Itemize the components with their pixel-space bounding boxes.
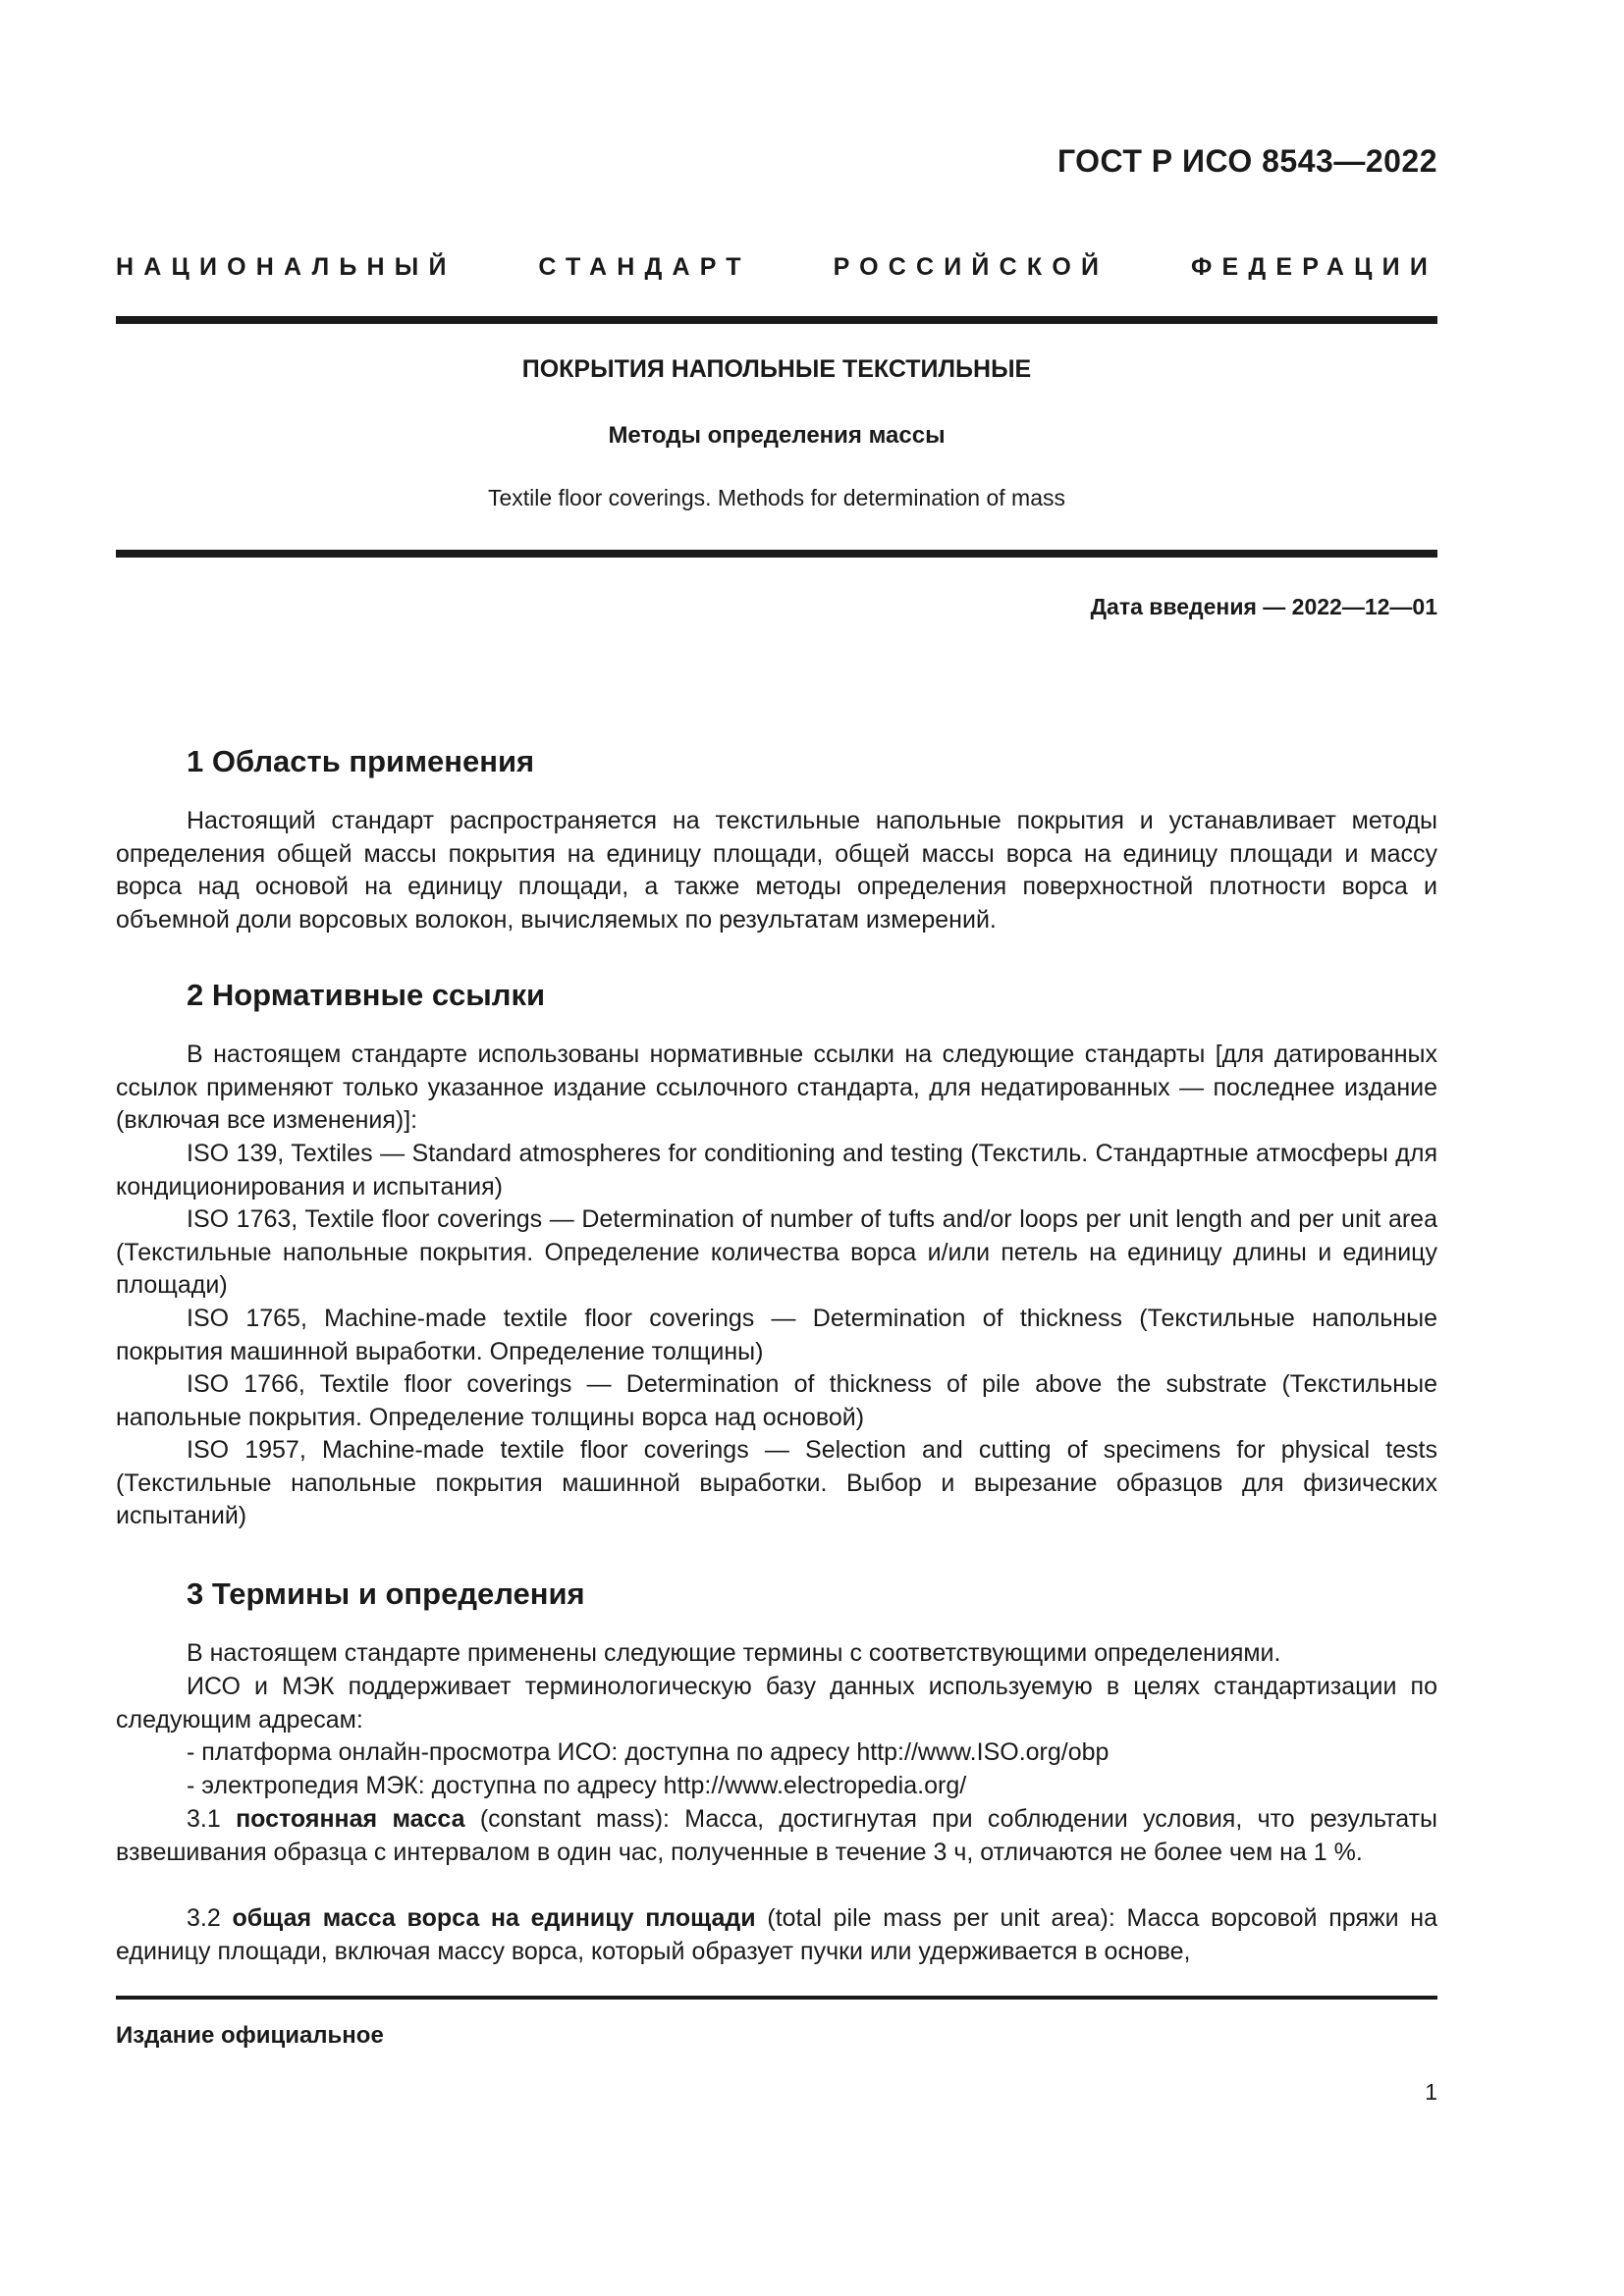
document-subtitle: Методы определения массы [608, 422, 946, 449]
document-code: ГОСТ Р ИСО 8543—2022 [1056, 143, 1437, 179]
reference-item: ISO 1766, Textile floor coverings — Determination of thickness of pile above the substrate (Текстильные напольные покрытия. Определение толщины ворса над основой) [116, 1370, 1437, 1431]
term-name: постоянная масса [236, 1805, 465, 1833]
terms-address-iso: - платформа онлайн-просмотра ИСО: доступна по адресу http://www.ISO.org/obp [187, 1738, 1110, 1766]
reference-item: ISO 139, Textiles — Standard atmospheres for conditioning and testing (Текстиль. Стандартные атмосферы для кондиционирования и испытания) [116, 1140, 1437, 1201]
reference-item: ISO 1763, Textile floor coverings — Determination of number of tufts and/or loops per unit length and per unit area (Текстильные напольные покрытия. Определение количества ворса и/или петель на единицу длины и единицу площади) [116, 1205, 1437, 1299]
reference-item: ISO 1957, Machine-made textile floor coverings — Selection and cutting of specimens for physical tests (Текстильные напольные покрытия машинной выработки. Выбор и вырезание образцов для физических испытаний) [116, 1436, 1437, 1529]
document-title: ПОКРЫТИЯ НАПОЛЬНЫЕ ТЕКСТИЛЬНЫЕ [521, 355, 1032, 383]
references-intro: В настоящем стандарте использованы нормативные ссылки на следующие стандарты [для датированных ссылок применяют только указанное издание ссылочного стандарта, для недатированных — последнее издание (включая все изменения)]: [116, 1041, 1437, 1134]
term-name: общая масса ворса на единицу площади [232, 1904, 756, 1932]
footer-divider [116, 1996, 1437, 2000]
term-definition: (constant mass): Масса, достигнутая при соблюдении условия, что результаты взвешивания образца с интервалом в один час, полученные в течение 3 ч, отличаются не более чем на 1 %. [116, 1805, 1437, 1866]
term-number: 3.1 [187, 1805, 237, 1833]
national-standard-banner: НАЦИОНАЛЬНЫЙ СТАНДАРТ РОССИЙСКОЙ ФЕДЕРАЦИИ [116, 253, 1437, 281]
reference-item: ISO 1765, Machine-made textile floor coverings — Determination of thickness (Текстильные напольные покрытия машинной выработки. Определение толщины) [116, 1305, 1437, 1365]
english-title: Textile floor coverings. Methods for determination of mass [487, 485, 1066, 510]
scope-paragraph: Настоящий стандарт распространяется на текстильные напольные покрытия и устанавливает методы определения общей массы покрытия на единицу площади, общей массы ворса на единицу площади и массу ворса над основой на единицу площади, а также методы определения поверхностной плотности ворса и объемной доли ворсовых волокон, вычисляемых по результатам измерений. [116, 807, 1437, 934]
official-edition-label: Издание официальное [116, 2022, 384, 2049]
section-heading-references: 2 Нормативные ссылки [187, 978, 546, 1012]
title-divider [116, 550, 1437, 558]
terms-intro: В настоящем стандарте применены следующие термины с соответствующими определениями. [187, 1639, 1281, 1667]
terms-address-iec: - электропедия МЭК: доступна по адресу http://www.electropedia.org/ [187, 1772, 967, 1799]
term-number: 3.2 [187, 1904, 233, 1932]
section-heading-scope: 1 Область применения [187, 744, 535, 778]
introduction-date: Дата введения — 2022—12—01 [1090, 594, 1437, 619]
term-3-1 [116, 1803, 1437, 1869]
page-number: 1 [1425, 2079, 1437, 2105]
top-divider [116, 316, 1437, 324]
term-definition: (total pile mass per unit area): Масса ворсовой пряжи на единицу площади, включая массу ворса, который образует пучки или удерживается в основе, [116, 1904, 1437, 1965]
term-3-2 [116, 1902, 1437, 1968]
terms-database-note: ИСО и МЭК поддерживает терминологическую базу данных используемую в целях стандартизации по следующим адресам: [116, 1673, 1437, 1734]
section-heading-terms: 3 Термины и определения [187, 1576, 585, 1611]
